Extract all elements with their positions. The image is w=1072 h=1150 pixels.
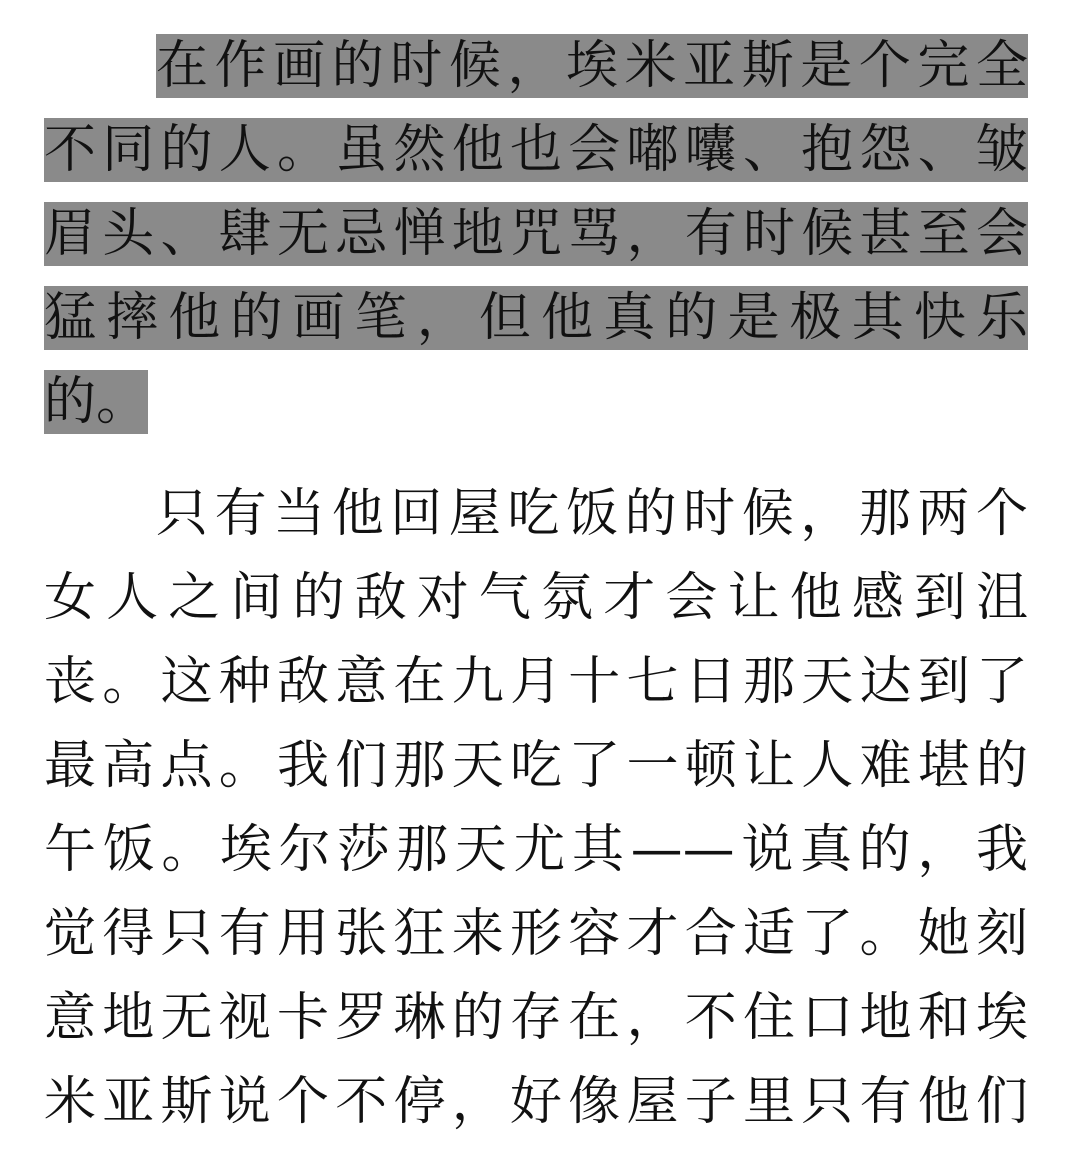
paragraph-2-line-1[interactable] bbox=[44, 482, 1028, 546]
highlighted-text: 眉头、肆无忌惮地咒骂，有时候甚至会 bbox=[44, 204, 1028, 264]
highlighted-text: 不同的人。虽然他也会嘟囔、抱怨、皱 bbox=[44, 120, 1028, 180]
body-text: 午饭。埃尔莎那天尤其——说真的，我 bbox=[44, 820, 1028, 880]
body-text: 米亚斯说个不停，好像屋子里只有他们 bbox=[44, 1072, 1028, 1132]
body-text: 意地无视卡罗琳的存在，不住口地和埃 bbox=[44, 988, 1028, 1048]
body-text: 女人之间的敌对气氛才会让他感到沮 bbox=[44, 568, 1028, 628]
paragraph-2-line-5[interactable] bbox=[44, 818, 1028, 882]
paragraph-2-line-2[interactable] bbox=[44, 566, 1028, 630]
paragraph-2-line-8[interactable] bbox=[44, 1070, 1028, 1134]
paragraph-1-line-4[interactable] bbox=[44, 286, 1028, 350]
paragraph-2-line-3[interactable] bbox=[44, 650, 1028, 714]
paragraph-1-line-2[interactable] bbox=[44, 118, 1028, 182]
paragraph-1-line-5[interactable] bbox=[44, 370, 1028, 434]
paragraph-1-line-3[interactable] bbox=[44, 202, 1028, 266]
body-text: 最高点。我们那天吃了一顿让人难堪的 bbox=[44, 736, 1028, 796]
paragraph-2-line-7[interactable] bbox=[44, 986, 1028, 1050]
highlighted-text: 猛摔他的画笔，但他真的是极其快乐 bbox=[44, 288, 1028, 348]
body-text: 只有当他回屋吃饭的时候，那两个 bbox=[156, 484, 1028, 544]
body-text: 觉得只有用张狂来形容才合适了。她刻 bbox=[44, 904, 1028, 964]
highlighted-text: 在作画的时候，埃米亚斯是个完全 bbox=[156, 36, 1028, 96]
paragraph-2-line-6[interactable] bbox=[44, 902, 1028, 966]
body-text: 丧。这种敌意在九月十七日那天达到了 bbox=[44, 652, 1028, 712]
paragraph-2-line-4[interactable] bbox=[44, 734, 1028, 798]
paragraph-1-line-1[interactable] bbox=[44, 34, 1028, 98]
highlighted-text: 的。 bbox=[44, 372, 149, 432]
